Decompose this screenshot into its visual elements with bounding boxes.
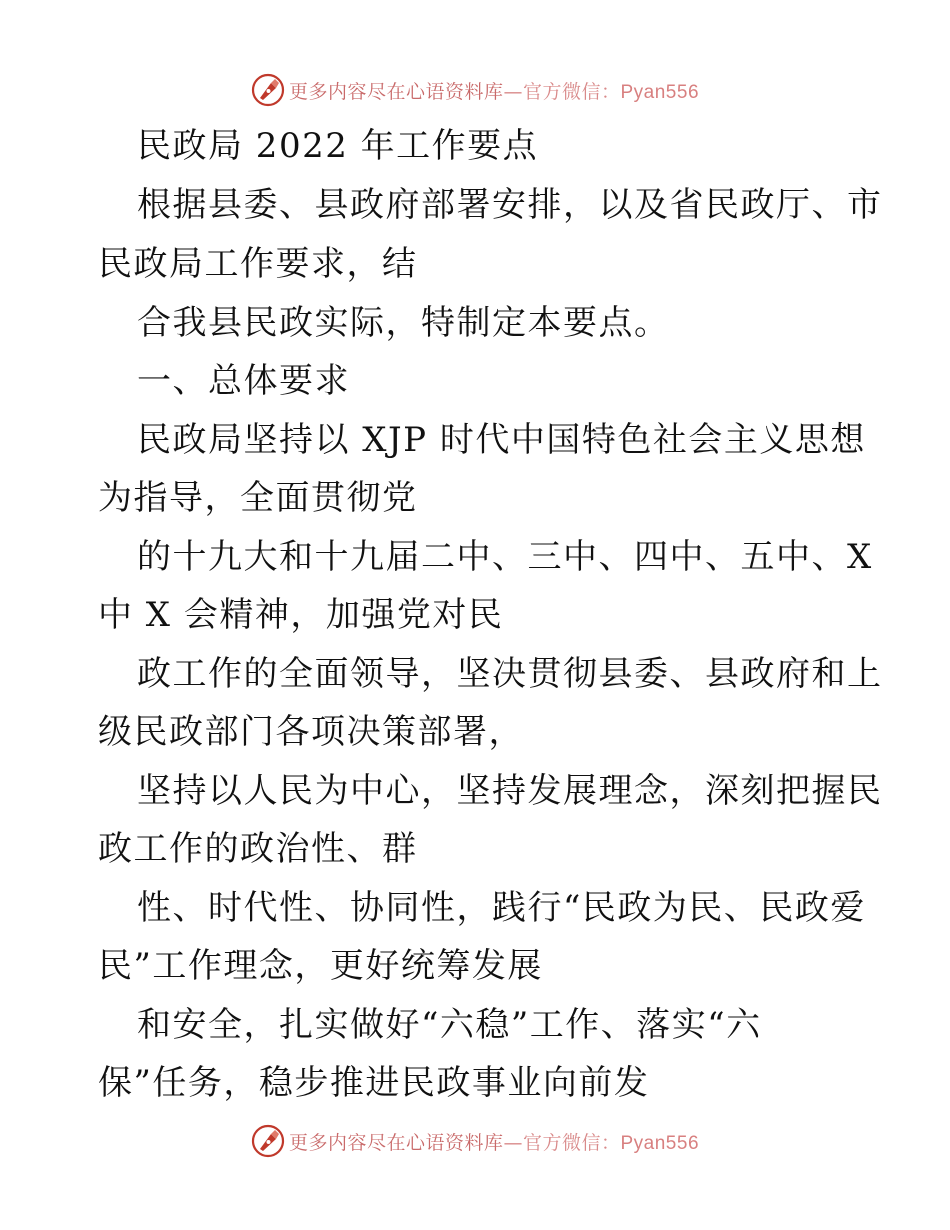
paragraph-line: 根据县委、县政府部署安排，以及省民政厅、市 [137, 185, 883, 225]
pen-nib-logo-icon [251, 1124, 285, 1158]
paragraph-line: 性、时代性、协同性，践行“民政为民、民政爱 [137, 888, 866, 928]
paragraph-line: 坚持以人民为中心，坚持发展理念，深刻把握民 [137, 771, 883, 811]
pen-nib-logo-icon [251, 73, 285, 107]
paragraph-line: 民政局坚持以 XJP 时代中国特色社会主义思想 [137, 420, 866, 460]
watermark-text: 更多内容尽在心语资料库—官方微信：Pyan556 [288, 1131, 700, 1154]
paragraph-line: 民政局工作要求，结 [98, 244, 418, 284]
paragraph-line: 和安全，扎实做好“六稳”工作、落实“六 [137, 1005, 762, 1045]
paragraph-line: 的十九大和十九届二中、三中、四中、五中、X [137, 537, 873, 577]
paragraph-line: 合我县民政实际，特制定本要点。 [137, 303, 670, 343]
paragraph-line: 民”工作理念，更好统筹发展 [98, 946, 543, 986]
paragraph-line: 为指导，全面贯彻党 [98, 478, 418, 518]
paragraph-line: 级民政部门各项决策部署， [98, 712, 524, 752]
footer-watermark [0, 1121, 950, 1161]
header-watermark [0, 70, 950, 110]
watermark-text: 更多内容尽在心语资料库—官方微信：Pyan556 [288, 80, 700, 103]
paragraph-line: 中 X 会精神，加强党对民 [98, 595, 504, 635]
paragraph-line: 政工作的全面领导，坚决贯彻县委、县政府和上 [137, 654, 883, 694]
section-heading: 一、总体要求 [137, 361, 350, 401]
document-title: 民政局 2022 年工作要点 [137, 126, 539, 166]
paragraph-line: 保”任务，稳步推进民政事业向前发 [98, 1063, 650, 1103]
paragraph-line: 政工作的政治性、群 [98, 829, 418, 869]
